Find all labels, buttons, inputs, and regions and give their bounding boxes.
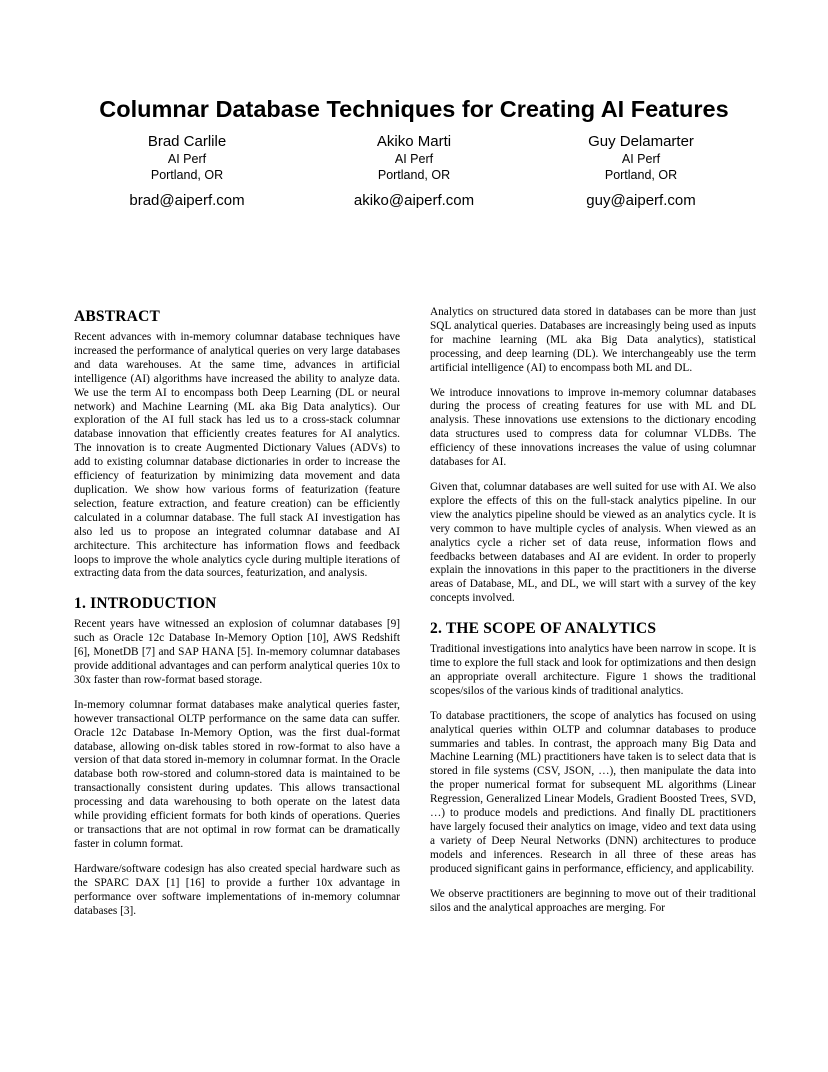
introduction-paragraph: Hardware/software codesign has also created special hardware such as the SPARC DAX [1] [16] to provide a further 10x advantage in performance over software implementations of in-memory columnar databases [3]. [74,862,400,917]
author-email: brad@aiperf.com [129,192,245,209]
author-location: Portland, OR [377,168,451,182]
abstract-text: Recent advances with in-memory columnar database techniques have increased the performance of analytical queries on very large databases and data warehouses. At the same time, advances in artificial intelligence (AI) algorithms have increased the ability to analyze data. We use the term AI to encompass both Deep Learning (DL or neural network) and Machine Learning (ML aka Big Data analytics). Our exploration of the AI full stack has led us to a cross-stack columnar database innovation that efficiently creates features for AI analytics. The innovation is to create Augmented Dictionary Values (ADVs) to add to existing columnar database dictionaries in order to increase the efficiency of featurization by minimizing data movement and data duplication. We show how various forms of featurization (feature selection, feature extraction, and feature creation) can be efficiently calculated in a columnar database. The full stack AI investigation has also led us to propose an integrated columnar database and AI architecture. This architecture has information flows and feedback loops to improve the whole analytics cycle during multiple iterations of extracting data from the data sources, featurization, and analysis. [74,331,400,580]
author-2 [294,132,534,210]
author-location: Portland, OR [150,168,224,182]
introduction-paragraph: We introduce innovations to improve in-memory columnar databases during the process of creating features for use with ML and DL analysis. These innovations use extensions to the dictionary encoding data structures used to compress data for columnar VLDBs. The efficiency of these innovations increases the value of using columnar databases for AI. [430,386,756,469]
introduction-heading: 1. INTRODUCTION [74,595,217,613]
author-affiliation: AI Perf [394,152,434,166]
author-3 [521,132,761,210]
scope-heading: 2. THE SCOPE OF ANALYTICS [430,620,657,638]
author-email: akiko@aiperf.com [353,192,475,209]
introduction-paragraph: In-memory columnar format databases make analytical queries faster, however transactional OLTP performance on the same data can suffer. Oracle 12c Database In-Memory Option, was the first dual-format database, allowing on-disk tables stored in row-format to also have a version of that data stored in-memory in columnar format. In the Oracle database both row-stored and column-stored data is maintained to be transactionally consistent during updates. This allows transactional processing and data warehousing to both operate on the latest data while providing efficient formats for both kinds of operations. Queries or transactions that are not optimal in row format can be dramatically faster in column format. [74,698,400,850]
right-column [430,306,756,926]
introduction-paragraph: Recent years have witnessed an explosion of columnar databases [9] such as Oracle 12c Database In-Memory Option [10], AWS Redshift [6], MonetDB [7] and SAP HANA [5]. In-memory columnar databases provide additional advantages and can perform analytical queries 10x to 30x faster than row-format based storage. [74,618,400,686]
abstract-heading: ABSTRACT [74,308,161,325]
author-name: Guy Delamarter [588,133,694,150]
author-1 [67,132,307,210]
left-column [74,308,400,929]
paper-title: Columnar Database Techniques for Creating AI Features [99,96,729,122]
scope-paragraph: Traditional investigations into analytics have been narrow in scope. It is time to explore the full stack and look for optimizations and then design an appropriate overall architecture. Figure 1 shows the traditional scopes/silos of the various kinds of traditional analytics. [430,643,756,697]
author-affiliation: AI Perf [621,152,661,166]
scope-paragraph: To database practitioners, the scope of analytics has focused on using analytical queries within OLTP and columnar databases to produce summaries and tables. In contrast, the approach many Big Data and Machine Learning (ML) practitioners have taken is to select data that is stored in file systems (CSV, JSON, …), then manipulate the data into the proper numerical format for subsequent ML algorithms (Linear Regression, Generalized Linear Models, Gradient Boosted Trees, SVD, …) to produce models and predictions. And finally DL practitioners have largely focused their analytics on image, video and text data using a variety of Deep Neural Networks (DNN) architectures to produce models and inferences. Research in all three of these areas has produced significant gains in performance, efficiency, and applicability. [430,709,756,875]
introduction-paragraph: Analytics on structured data stored in databases can be more than just SQL analytical queries. Databases are increasingly being used as inputs for machine learning (ML aka Big Data analytics), statistical processing, and deep learning (DL). We interchangeably use the term artificial intelligence (AI) to encompass both ML and DL. [430,306,756,374]
scope-paragraph: We observe practitioners are beginning to move out of their traditional silos and the analytical approaches are merging. For [430,887,756,914]
introduction-paragraph: Given that, columnar databases are well suited for use with AI. We also explore the effects of this on the full-stack analytics pipeline. In our view the analytics pipeline should be viewed as an analytics cycle. It is very common to have multiple cycles of analysis. When viewed as an analytics cycle a richer set of data reuse, information flows and feedbacks between databases and AI are evident. In order to properly explain the innovations in this paper to the practitioners in the diverse areas of Database, ML, and DL, we will start with a survey of the key concepts involved. [430,480,756,605]
author-email: guy@aiperf.com [586,192,696,209]
author-name: Akiko Marti [376,133,452,150]
author-location: Portland, OR [604,168,678,182]
author-name: Brad Carlile [147,133,227,150]
author-affiliation: AI Perf [167,152,207,166]
